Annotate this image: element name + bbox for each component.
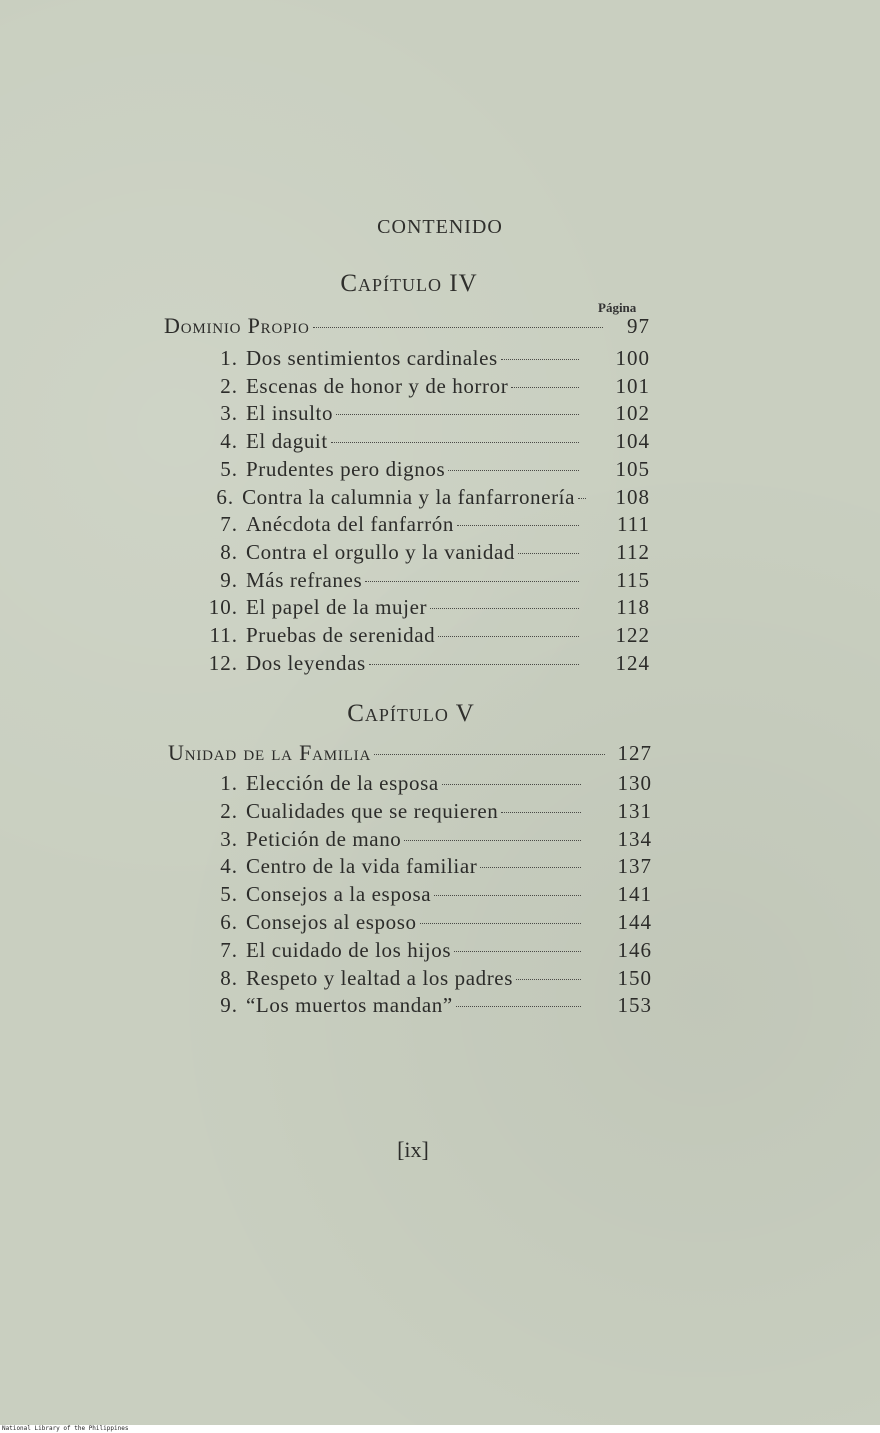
- entry-number: 2.: [220, 798, 238, 823]
- dot-leader: [518, 553, 579, 554]
- toc-entry: [200, 623, 650, 651]
- page-number: 108: [615, 484, 650, 509]
- page-number: 104: [615, 429, 650, 454]
- page-column-label: Página: [598, 300, 637, 315]
- dot-leader: [448, 470, 579, 471]
- entry-title: Contra la calumnia y la fanfarronería: [242, 484, 576, 509]
- chapter-5-heading: Capítulo V: [347, 700, 475, 727]
- page-number: 118: [616, 595, 650, 620]
- entry-title: Escenas de honor y de horror: [246, 373, 509, 398]
- entry-title: El papel de la mujer: [246, 595, 428, 620]
- entry-number: 7.: [220, 512, 238, 537]
- dot-leader: [365, 581, 579, 582]
- dot-leader: [404, 840, 581, 841]
- entry-title: Elección de la esposa: [246, 771, 439, 795]
- entry-title: Consejos a la esposa: [246, 882, 432, 907]
- toc-entry: [200, 966, 652, 994]
- page-number: 146: [617, 937, 652, 962]
- entry-number: 9.: [220, 567, 238, 592]
- page-number: 150: [617, 965, 652, 990]
- entry-title: El daguit: [246, 429, 328, 454]
- entry-number: 5.: [220, 456, 238, 481]
- toc-entry: [200, 771, 652, 799]
- page-number: 153: [617, 993, 652, 1018]
- toc-section-dominio-propio: [164, 313, 650, 341]
- toc-entry: [200, 993, 652, 1021]
- entry-number: 3.: [220, 826, 238, 851]
- toc-entry: [200, 485, 650, 513]
- entry-number: 12.: [208, 650, 238, 675]
- entry-title: El cuidado de los hijos: [246, 937, 452, 962]
- toc-entry: [200, 512, 650, 540]
- entry-title: Cualidades que se requieren: [246, 798, 499, 823]
- entry-number: 3.: [220, 401, 238, 426]
- chapter-4-heading: Capítulo IV: [340, 270, 478, 297]
- scan-footer-strip: [0, 1425, 880, 1433]
- entry-title: Consejos al esposo: [246, 910, 417, 934]
- toc-entry: [200, 882, 652, 910]
- toc-entry: [200, 346, 650, 374]
- toc-entry: [200, 938, 652, 966]
- entry-title: Respeto y lealtad a los padres: [246, 965, 514, 990]
- page-number: 122: [615, 623, 650, 647]
- entry-number: 11.: [209, 623, 238, 647]
- dot-leader: [511, 387, 579, 388]
- entry-title: Prudentes pero dignos: [246, 456, 446, 481]
- section-title: Dominio Propio: [164, 313, 310, 338]
- entry-title: Dos sentimientos cardinales: [246, 346, 498, 370]
- dot-leader: [438, 636, 579, 637]
- dot-leader: [456, 1006, 581, 1007]
- entry-number: 1.: [220, 771, 238, 795]
- entry-title: Más refranes: [246, 567, 363, 592]
- entry-number: 4.: [220, 429, 238, 454]
- entry-title: Contra el orgullo y la vanidad: [246, 539, 515, 564]
- dot-leader: [480, 867, 581, 868]
- toc-entry: [200, 827, 652, 855]
- page-number: 97: [627, 314, 650, 338]
- toc-entry: [200, 401, 650, 429]
- entry-number: 5.: [220, 882, 238, 907]
- dot-leader: [434, 895, 581, 896]
- toc-entry: [200, 568, 650, 596]
- entry-number: 1.: [220, 346, 238, 370]
- toc-entry: [200, 910, 652, 938]
- toc-entry: [200, 799, 652, 827]
- page-number: 111: [617, 512, 650, 537]
- entry-number: 7.: [220, 937, 238, 962]
- page-number: 131: [617, 798, 652, 823]
- toc-entry: [200, 374, 650, 402]
- dot-leader: [336, 414, 579, 415]
- toc-entry: [200, 540, 650, 568]
- dot-leader: [578, 498, 586, 499]
- dot-leader: [369, 664, 579, 665]
- dot-leader: [430, 608, 579, 609]
- dot-leader: [501, 812, 581, 813]
- section-title: Unidad de la Familia: [168, 740, 372, 765]
- page-number: 141: [617, 882, 652, 907]
- page-number: 105: [615, 456, 650, 481]
- toc-entry: [200, 595, 650, 623]
- dot-leader: [457, 525, 579, 526]
- dot-leader: [501, 359, 579, 360]
- page-number: 112: [616, 539, 650, 564]
- toc-entry: [200, 457, 650, 485]
- toc-entry: [200, 651, 650, 679]
- dot-leader: [420, 923, 581, 924]
- entry-number: 8.: [220, 539, 238, 564]
- page-number: 144: [617, 910, 652, 934]
- page-number: 124: [615, 650, 650, 675]
- entry-title: “Los muertos mandan”: [246, 993, 453, 1018]
- entry-title: Anécdota del fanfarrón: [246, 512, 454, 537]
- page-number: 130: [617, 771, 652, 795]
- entry-title: El insulto: [246, 401, 334, 426]
- dot-leader: [331, 442, 579, 443]
- page-number: 115: [616, 567, 650, 592]
- entry-title: Centro de la vida familiar: [246, 854, 478, 879]
- page-number-footer: [ix]: [397, 1137, 429, 1162]
- entry-number: 4.: [220, 854, 238, 879]
- page-number: 102: [615, 401, 650, 426]
- dot-leader: [442, 784, 581, 785]
- dot-leader: [516, 979, 581, 980]
- contents-title: CONTENIDO: [377, 216, 503, 238]
- page-number: 100: [615, 346, 650, 370]
- page-number: 127: [617, 741, 652, 765]
- entry-title: Dos leyendas: [246, 650, 366, 675]
- entry-number: 6.: [216, 484, 235, 509]
- toc-entry: [200, 854, 652, 882]
- entry-title: Petición de mano: [246, 826, 402, 851]
- entry-number: 2.: [220, 373, 238, 398]
- toc-section-unidad-familia: [168, 740, 652, 768]
- entry-number: 9.: [220, 993, 238, 1018]
- toc-entry: [200, 429, 650, 457]
- page-number: 101: [615, 373, 650, 398]
- entry-number: 8.: [220, 965, 238, 990]
- page-number: 134: [617, 826, 652, 851]
- entry-title: Pruebas de serenidad: [246, 623, 436, 647]
- scan-footer-text: National Library of the Philippines: [2, 1425, 129, 1432]
- dot-leader: [454, 951, 581, 952]
- entry-number: 10.: [208, 595, 238, 620]
- entry-number: 6.: [220, 910, 238, 934]
- dot-leader: [374, 754, 605, 755]
- page-number: 137: [617, 854, 652, 879]
- dot-leader: [313, 327, 603, 328]
